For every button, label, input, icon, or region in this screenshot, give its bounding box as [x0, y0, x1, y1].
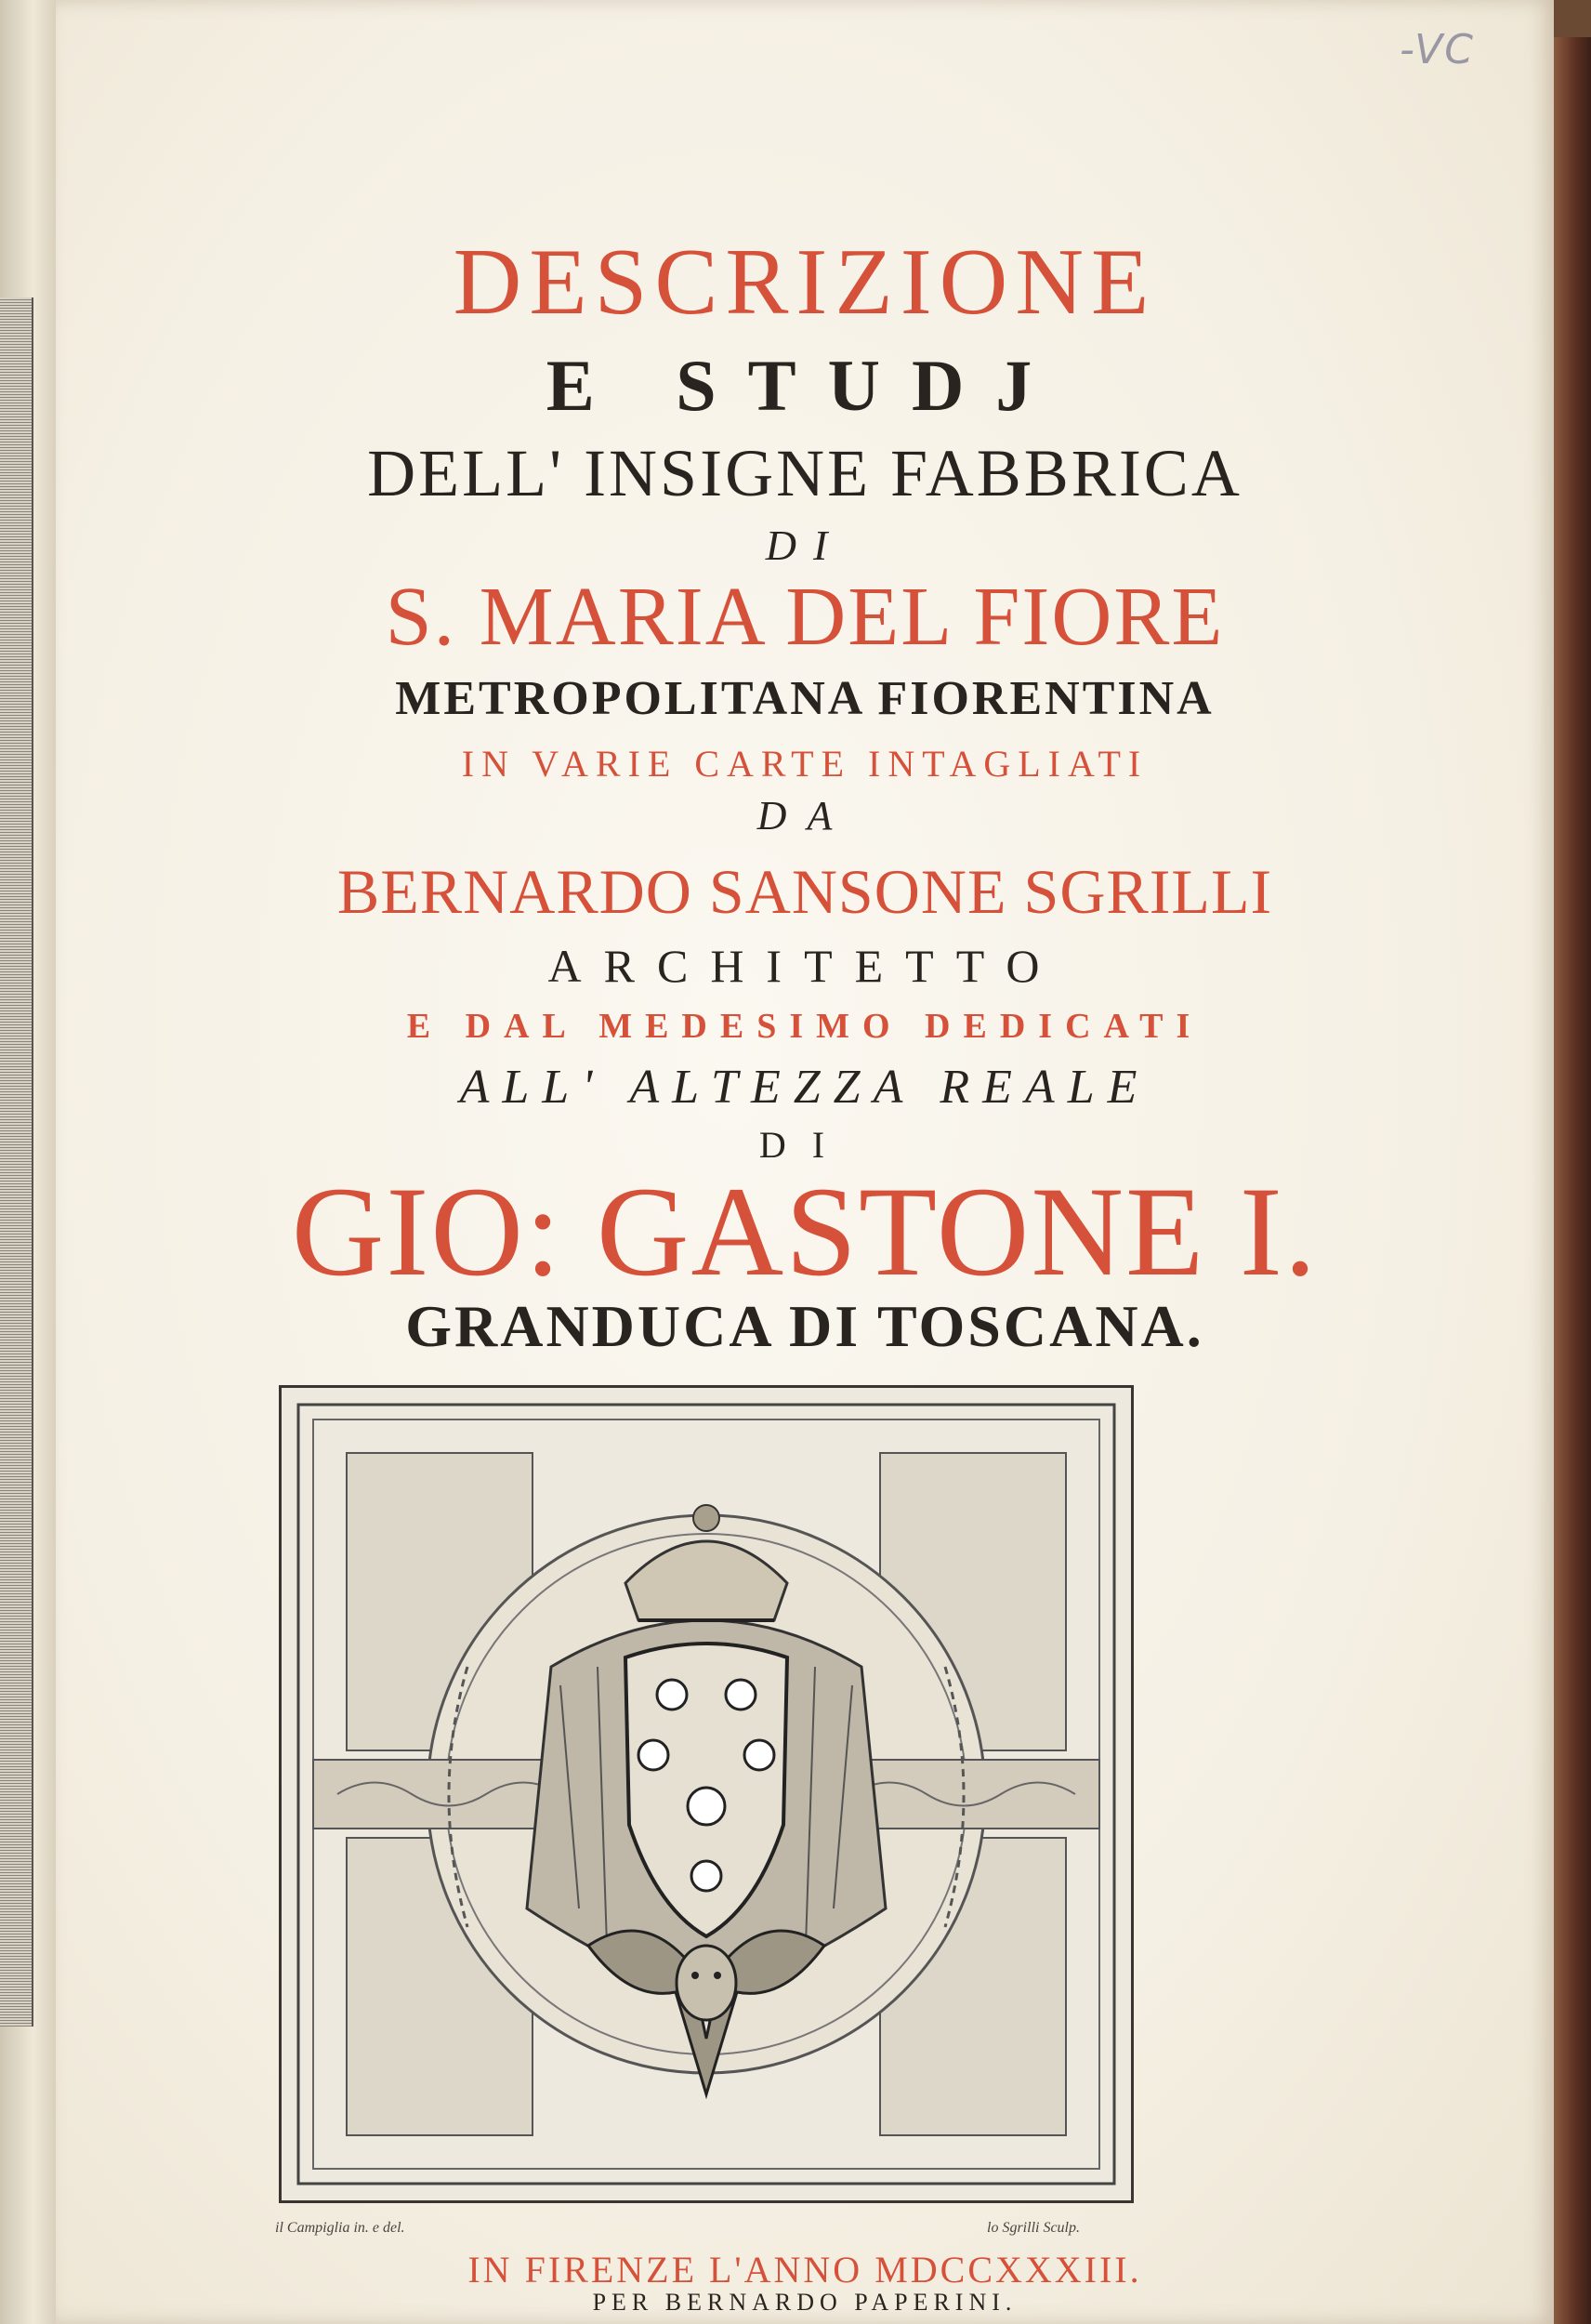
title-line-altezza: ALL' ALTEZZA REALE — [459, 1061, 1151, 1114]
dedicatee-name: GIO: GASTONE I. — [291, 1160, 1319, 1302]
engraving-credit-designer: il Campiglia in. e del. — [275, 2220, 405, 2236]
pencil-annotation: -VC — [1400, 26, 1475, 73]
author-title: ARCHITETTO — [547, 940, 1062, 992]
author-name: BERNARDO SANSONE SGRILLI — [336, 856, 1273, 927]
title-line-santa-maria: S. MARIA DEL FIORE — [385, 571, 1225, 663]
title-line-da: DA — [756, 793, 853, 838]
dedicatee-title: GRANDUCA DI TOSCANA. — [405, 1293, 1204, 1359]
imprint-printer: PER BERNARDO PAPERINI. — [592, 2289, 1018, 2316]
title-line-descrizione: DESCRIZIONE — [453, 230, 1157, 335]
title-line-studj: E STUDJ — [546, 345, 1064, 426]
title-line-metropolitana: METROPOLITANA FIORENTINA — [395, 672, 1215, 725]
title-line-di-1: DI — [765, 522, 845, 569]
imprint-place-year: IN FIRENZE L'ANNO MDCCXXXIII. — [467, 2249, 1142, 2291]
title-line-fabbrica: DELL' INSIGNE FABBRICA — [367, 436, 1243, 510]
frontispiece-edge — [0, 297, 33, 2027]
engraving-credit-engraver: lo Sgrilli Sculp. — [987, 2220, 1080, 2236]
title-line-dedicati: E DAL MEDESIMO DEDICATI — [406, 1007, 1203, 1046]
engraved-coat-of-arms-plate — [279, 1385, 1134, 2203]
title-line-intagliati: IN VARIE CARTE INTAGLIATI — [461, 743, 1149, 785]
binding-edge — [1554, 37, 1591, 2324]
title-line-di-2: DI — [758, 1124, 851, 1166]
medici-coat-of-arms-icon — [282, 1388, 1131, 2200]
